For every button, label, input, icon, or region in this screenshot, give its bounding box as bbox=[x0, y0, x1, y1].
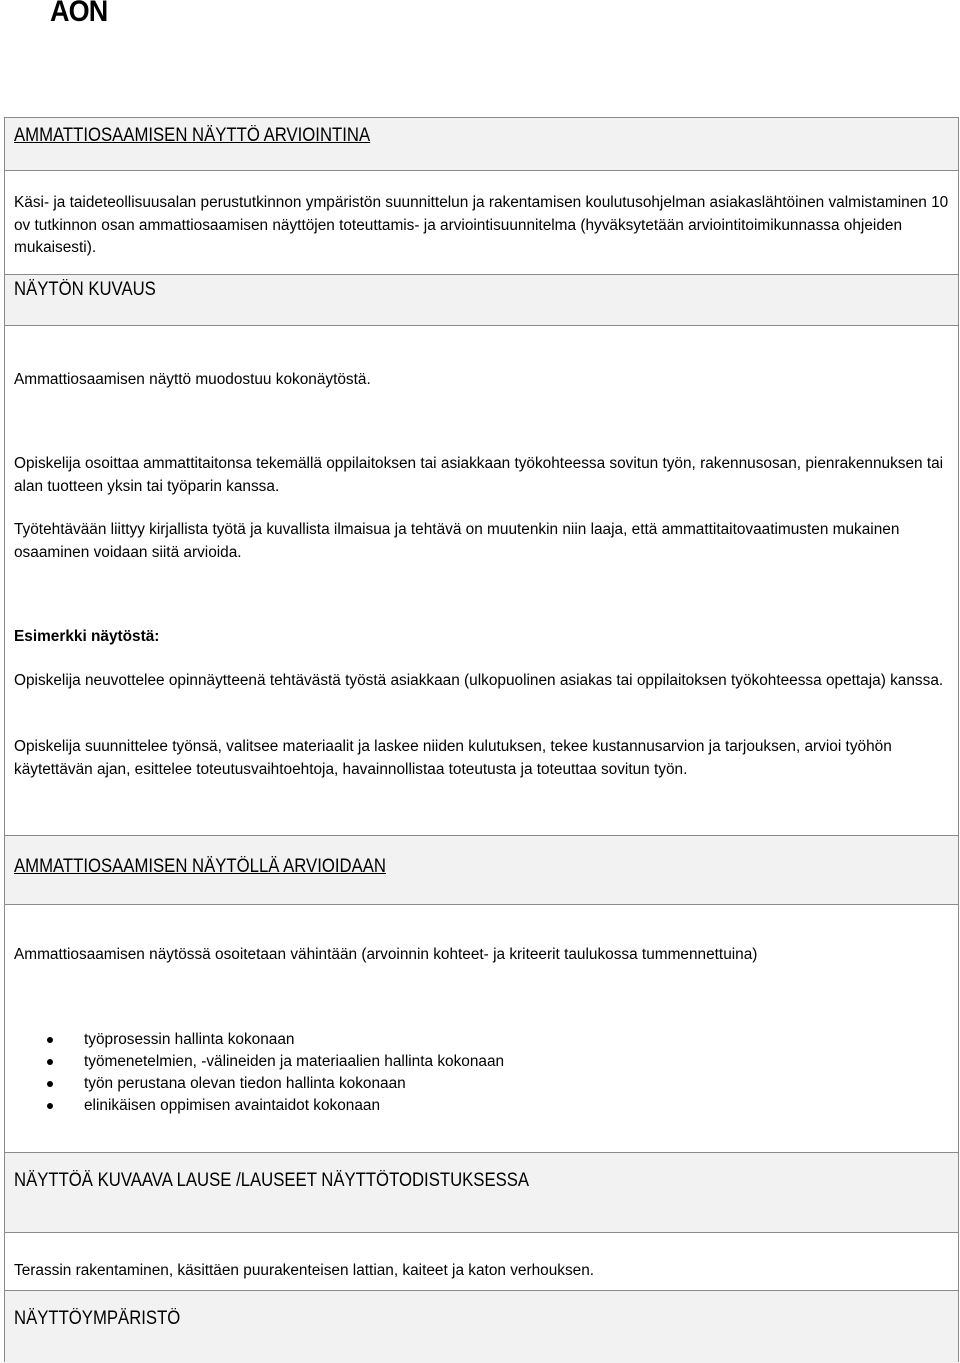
section-title-arvioidaan: AMMATTIOSAAMISEN NÄYTÖLLÄ ARVIOIDAAN bbox=[14, 856, 386, 877]
section-header-kuvaus bbox=[5, 274, 958, 326]
list-item: työprosessin hallinta kokonaan bbox=[14, 1029, 504, 1051]
section-title-lause: NÄYTTÖÄ KUVAAVA LAUSE /LAUSEET NÄYTTÖTODISTUKSESSA bbox=[14, 1170, 530, 1191]
section-header-arviointi bbox=[5, 117, 958, 171]
kuvaus-paragraph-2: Opiskelija osoittaa ammattitaitonsa tekemällä oppilaitoksen tai asiakkaan työkohteessa sovitun työn, rakennusosan, pienrakennuksen tai alan tuotteen yksin tai työparin kanssa. bbox=[14, 455, 944, 495]
section-title-kuvaus: NÄYTÖN KUVAUS bbox=[14, 279, 156, 300]
assessment-list bbox=[14, 1029, 504, 1117]
list-item: työmenetelmien, -välineiden ja materiaalien hallinta kokonaan bbox=[14, 1051, 504, 1073]
section-header-ymparisto bbox=[5, 1290, 958, 1363]
example-heading: Esimerkki näytöstä: bbox=[14, 628, 160, 645]
list-item: elinikäisen oppimisen avaintaidot kokonaan bbox=[14, 1095, 504, 1117]
bullet-icon bbox=[47, 1081, 53, 1087]
bullet-icon bbox=[47, 1037, 53, 1043]
aon-logo: AON bbox=[50, 0, 108, 28]
list-item: työn perustana olevan tiedon hallinta kokonaan bbox=[14, 1073, 504, 1095]
arvioidaan-intro: Ammattiosaamisen näytössä osoitetaan vähintään (arvoinnin kohteet- ja kriteerit taulukossa tummennettuina) bbox=[14, 946, 758, 963]
section-header-arvioidaan bbox=[5, 835, 958, 905]
document-table bbox=[4, 117, 959, 1362]
kuvaus-paragraph-1: Ammattiosaamisen näyttö muodostuu kokonäytöstä. bbox=[14, 371, 371, 388]
arviointi-description: Käsi- ja taideteollisuusalan perustutkinnon ympäristön suunnittelun ja rakentamisen koulutusohjelman asiakaslähtöinen valmistaminen 10 ov tutkinnon osan ammattiosaamisen näyttöjen toteuttamis- ja arviointisuunnitelma (hyväksytetään arviointitoimikunnassa ohjeiden mukaisesti). bbox=[14, 194, 949, 256]
section-title-arviointi: AMMATTIOSAAMISEN NÄYTTÖ ARVIOINTINA bbox=[14, 125, 371, 146]
bullet-icon bbox=[47, 1103, 53, 1109]
lause-text: Terassin rakentaminen, käsittäen puurakenteisen lattian, kaiteet ja katon verhouksen. bbox=[14, 1262, 595, 1279]
section-header-lause bbox=[5, 1152, 958, 1233]
bullet-icon bbox=[47, 1059, 53, 1065]
kuvaus-paragraph-5: Opiskelija suunnittelee työnsä, valitsee materiaalit ja laskee niiden kulutuksen, tekee kustannusarvion ja tarjouksen, arvioi työhön käytettävän ajan, esittelee toteutusvaihtoehtoja, havainnollistaa toteutusta ja toteuttaa sovitun työn. bbox=[14, 738, 892, 778]
kuvaus-paragraph-4: Opiskelija neuvottelee opinnäytteenä tehtävästä työstä asiakkaan (ulkopuolinen asiakas tai oppilaitoksen työkohteessa opettaja) kanssa. bbox=[14, 672, 944, 689]
kuvaus-paragraph-3: Työtehtävään liittyy kirjallista työtä ja kuvallista ilmaisua ja tehtävä on muutenkin niin laaja, että ammattitaitovaatimusten mukainen osaaminen voidaan siitä arvioida. bbox=[14, 521, 900, 561]
section-title-ymparisto: NÄYTTÖYMPÄRISTÖ bbox=[14, 1308, 181, 1329]
